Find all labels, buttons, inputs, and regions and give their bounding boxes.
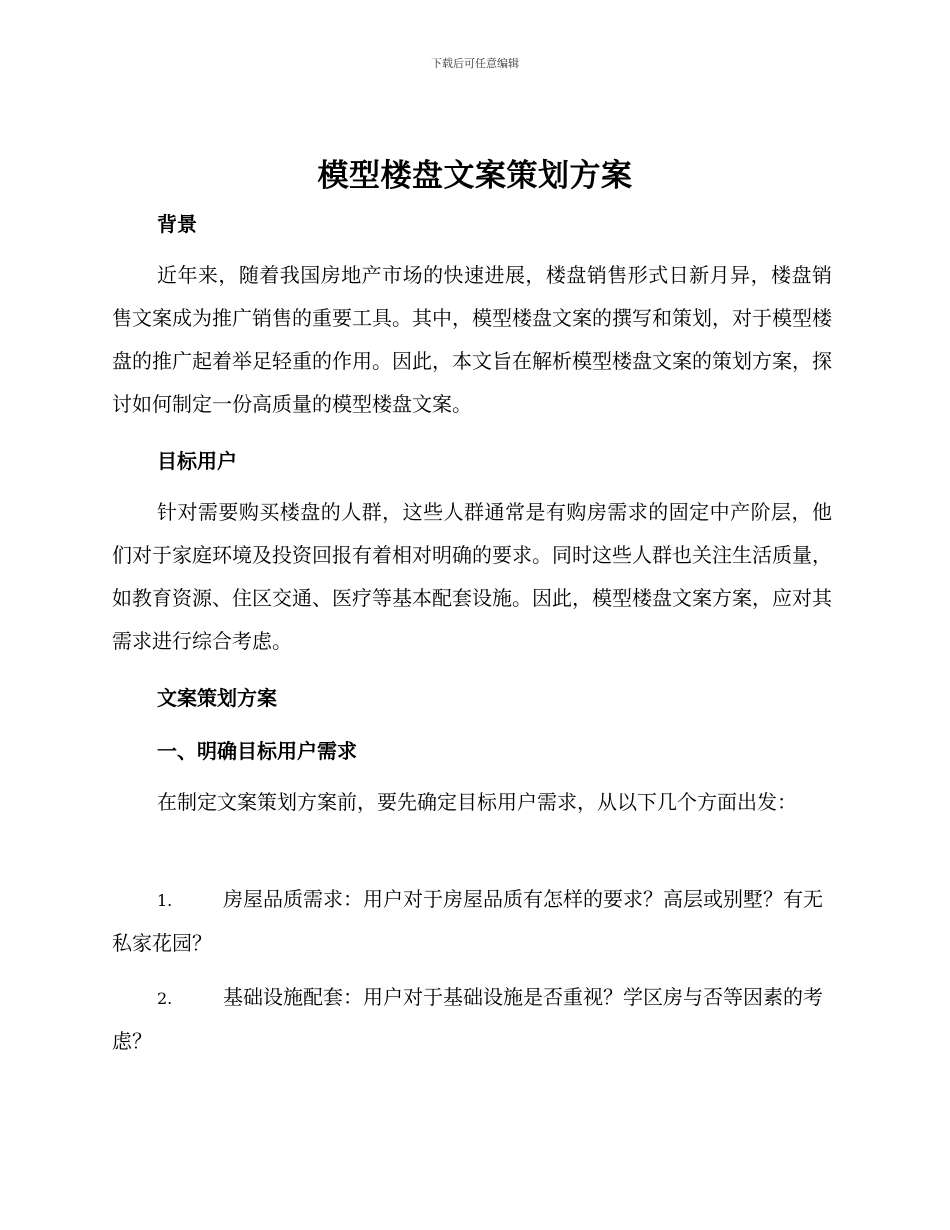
list-item-text: 房屋品质需求：用户对于房屋品质有怎样的要求？高层或别墅？有无私家花园？ bbox=[112, 887, 823, 955]
heading-background: 背景 bbox=[157, 212, 197, 236]
paragraph-step-one: 在制定文案策划方案前，要先确定目标用户需求，从以下几个方面出发： bbox=[157, 790, 797, 814]
heading-step-one: 一、明确目标用户需求 bbox=[157, 739, 357, 763]
list-item bbox=[112, 976, 832, 1063]
list-item-number: 2. bbox=[157, 989, 173, 1008]
list-item bbox=[112, 878, 832, 965]
header-note: 下载后可任意编辑 bbox=[431, 57, 519, 70]
document-title: 模型楼盘文案策划方案 bbox=[317, 158, 633, 194]
list-item-text: 基础设施配套：用户对于基础设施是否重视？学区房与否等因素的考虑？ bbox=[112, 985, 823, 1053]
paragraph-target-users: 针对需要购买楼盘的人群，这些人群通常是有购房需求的固定中产阶层，他们对于家庭环境及投资回报有着相对明确的要求。同时这些人群也关注生活质量，如教育资源、住区交通、医疗等基本配套设施。因此，模型楼盘文案方案，应对其需求进行综合考虑。 bbox=[112, 500, 832, 653]
paragraph-background: 近年来，随着我国房地产市场的快速进展，楼盘销售形式日新月异，楼盘销售文案成为推广销售的重要工具。其中，模型楼盘文案的撰写和策划，对于模型楼盘的推广起着举足轻重的作用。因此，本文旨在解析模型楼盘文案的策划方案，探讨如何制定一份高质量的模型楼盘文案。 bbox=[112, 263, 832, 416]
heading-plan: 文案策划方案 bbox=[157, 686, 277, 710]
list-item-number: 1. bbox=[157, 891, 173, 910]
heading-target-users: 目标用户 bbox=[157, 449, 237, 473]
